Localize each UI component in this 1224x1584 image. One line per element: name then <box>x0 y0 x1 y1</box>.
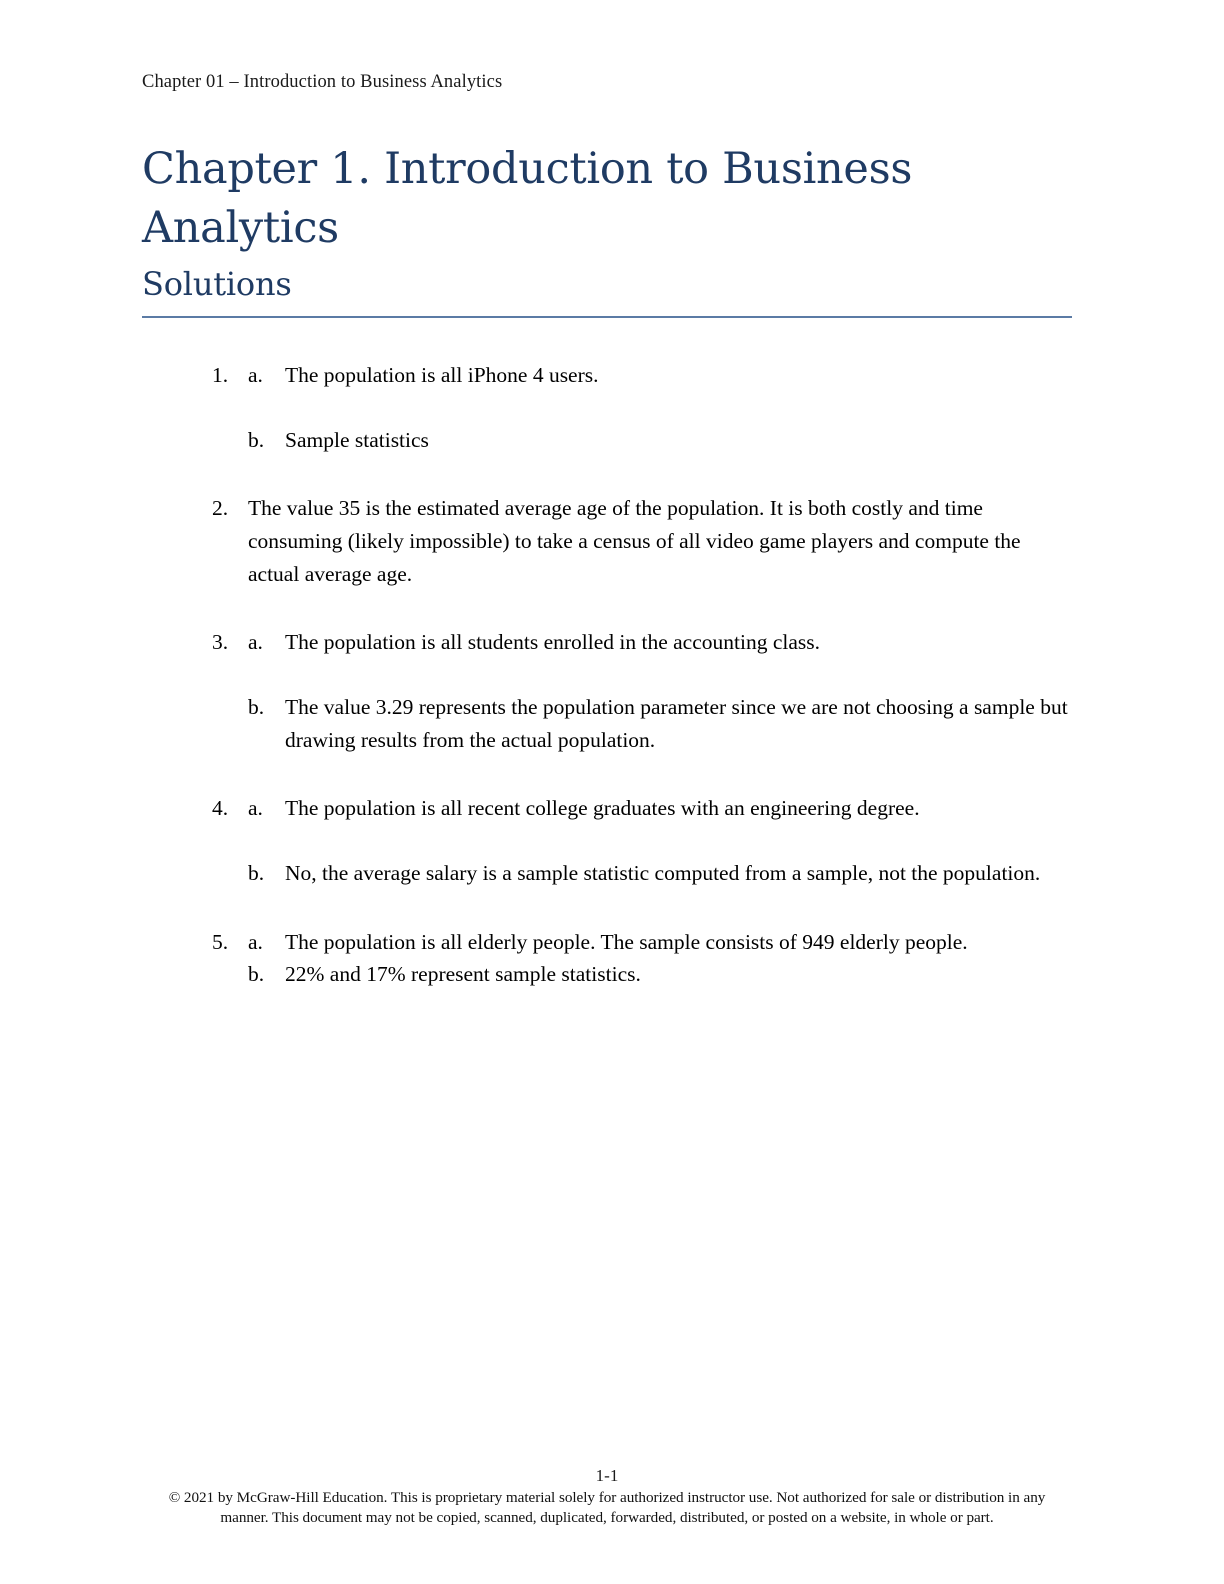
sub-list-item-text: 22% and 17% represent sample statistics. <box>285 962 641 987</box>
sub-list <box>248 626 1072 756</box>
list-item-body <box>248 626 1072 756</box>
sub-list-item-text: The population is all elderly people. The sample consists of 949 elderly people. <box>285 929 968 954</box>
list-item <box>142 792 1072 889</box>
list-item-marker: 3. <box>212 630 229 655</box>
page-number: 1-1 <box>595 1466 619 1485</box>
sub-list-item <box>248 857 1072 890</box>
sub-list-item-text: The population is all iPhone 4 users. <box>285 363 599 387</box>
sub-list-item-marker: b. <box>248 962 265 987</box>
sub-list-item <box>248 424 1072 457</box>
list-item-body <box>248 359 1072 456</box>
sub-list-item <box>248 626 1072 659</box>
sub-list-item-marker: a. <box>248 363 263 387</box>
sub-list <box>248 359 1072 456</box>
list-item-paragraph: The value 35 is the estimated average age of the population. It is both costly and time consuming (likely impossible) to take a census of all video game players and compute the actual average age. <box>248 496 1021 586</box>
copyright-line-2: manner. This document may not be copied, scanned, duplicated, forwarded, distributed, or posted on a website, in whole or part. <box>220 1509 994 1527</box>
list-item-body <box>248 926 1072 991</box>
page-subtitle: Solutions <box>142 264 292 303</box>
sub-list-item <box>248 958 1072 991</box>
list-item-marker: 5. <box>212 929 229 954</box>
list-item-marker: 2. <box>212 496 229 521</box>
sub-list-item-marker: a. <box>248 630 263 655</box>
sub-list-item-marker: b. <box>248 427 265 452</box>
sub-list-item-marker: a. <box>248 796 263 821</box>
list-item <box>142 492 1072 590</box>
page-footer <box>142 1466 1072 1529</box>
sub-list-item <box>248 792 1072 825</box>
sub-list-item-marker: b. <box>248 861 265 886</box>
list-item <box>142 359 1072 456</box>
title-block <box>142 140 1072 306</box>
sub-list-item-marker: b. <box>248 695 265 720</box>
list-item-marker: 4. <box>212 796 229 821</box>
page-title: Chapter 1. Introduction to Business Analytics <box>142 144 913 254</box>
copyright-line-1: © 2021 by McGraw-Hill Education. This is proprietary material solely for authorized instructor use. Not authorized for sale or distribution in any <box>168 1488 1046 1506</box>
sub-list-item-text: The value 3.29 represents the population parameter since we are not choosing a sample but drawing results from the actual population. <box>285 695 1068 752</box>
sub-list-item <box>248 926 1072 959</box>
sub-list-item <box>248 691 1072 756</box>
list-item <box>142 626 1072 756</box>
copyright-notice <box>142 1488 1072 1529</box>
list-item-marker: 1. <box>212 363 229 387</box>
sub-list-item-marker: a. <box>248 929 263 954</box>
list-item <box>142 926 1072 991</box>
sub-list-item-text: The population is all students enrolled in the accounting class. <box>285 630 820 655</box>
sub-list-item-text: The population is all recent college graduates with an engineering degree. <box>285 796 920 821</box>
title-divider <box>142 316 1072 318</box>
running-header: Chapter 01 – Introduction to Business Analytics <box>142 72 503 92</box>
sub-list-item-text: Sample statistics <box>285 427 429 452</box>
sub-list-item-text: No, the average salary is a sample statistic computed from a sample, not the population. <box>285 861 1041 886</box>
sub-list <box>248 792 1072 889</box>
sub-list-item <box>248 359 1072 392</box>
list-item-body <box>248 492 1072 590</box>
list-item-body <box>248 792 1072 889</box>
solutions-list <box>142 345 1072 991</box>
sub-list <box>248 926 1072 991</box>
